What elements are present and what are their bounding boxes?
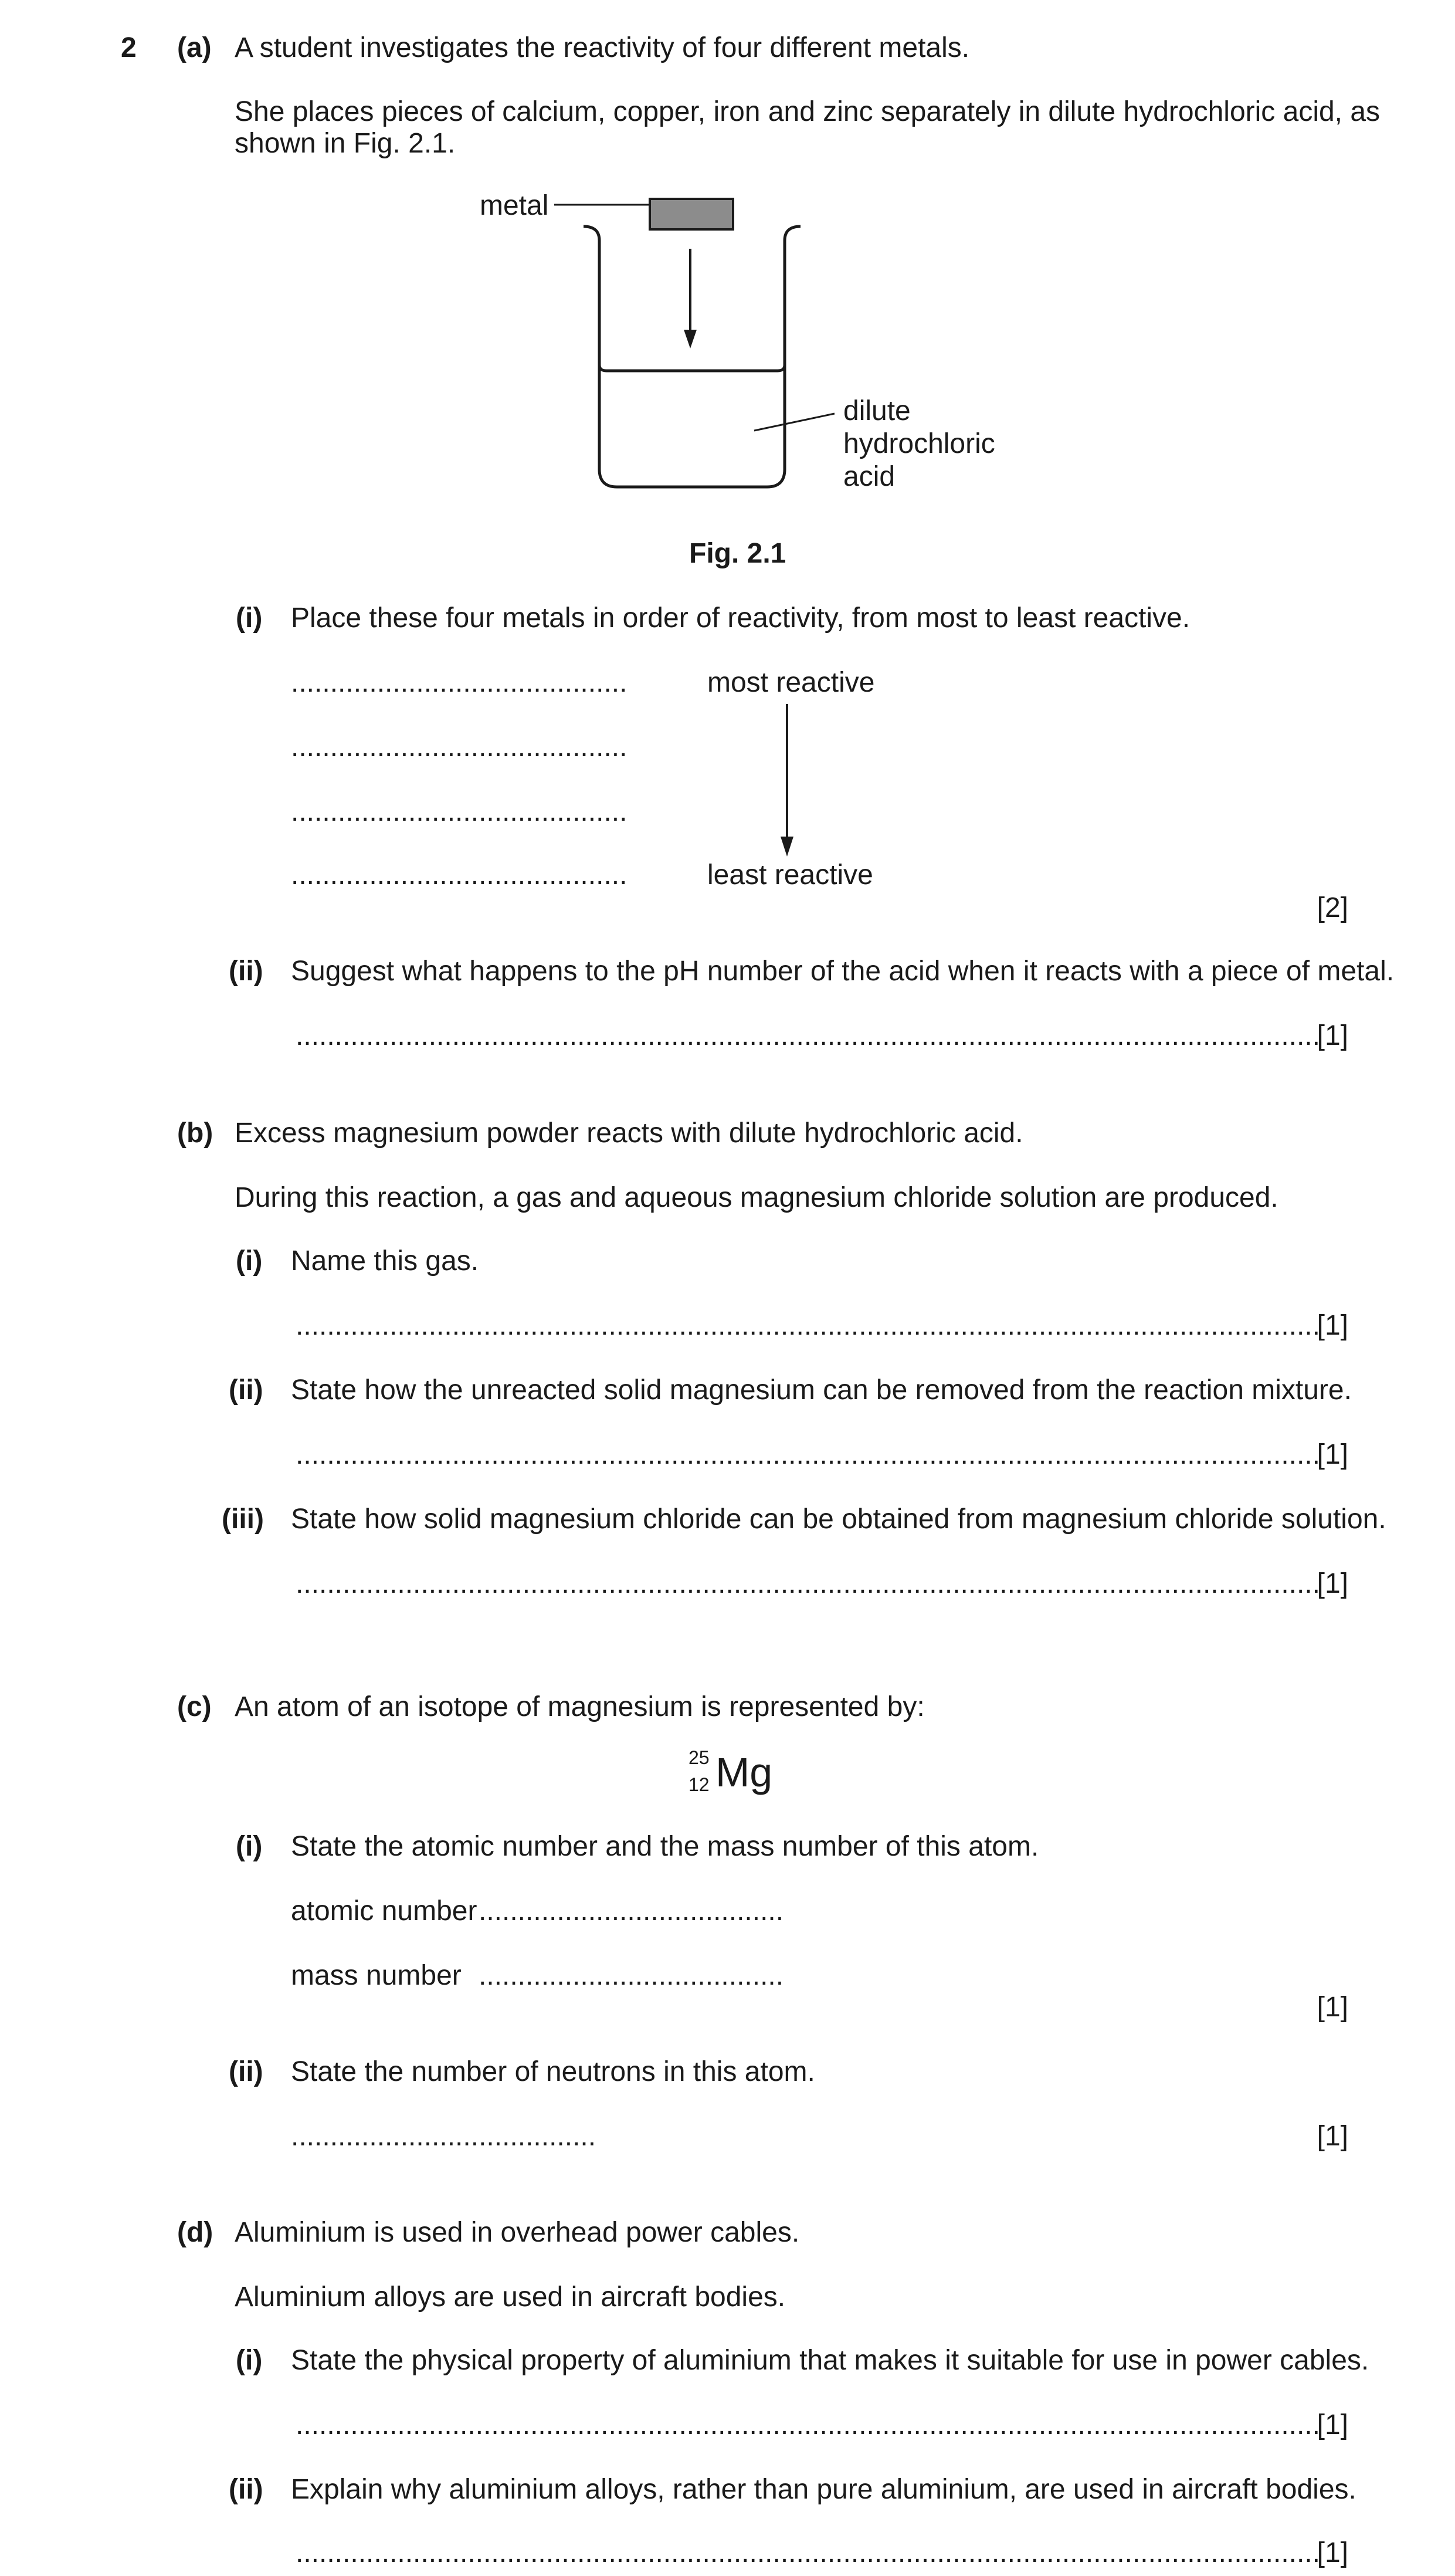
reactivity-answer-line-1[interactable]: ...........................................	[291, 667, 628, 698]
metal-piece	[650, 199, 733, 229]
metal-label: metal	[480, 190, 549, 221]
part-d-intro: Aluminium is used in overhead power cables.	[235, 2217, 800, 2248]
reactivity-answer-line-4[interactable]: ...........................................	[291, 859, 628, 891]
part-b-i-text: Name this gas.	[291, 1245, 479, 1277]
part-d-ii-marks: [1]	[1317, 2537, 1348, 2568]
acid-label-line2: hydrochloric	[843, 428, 995, 459]
part-d-ii-label: (ii)	[229, 2474, 263, 2505]
part-c-i-label: (i)	[236, 1831, 263, 1862]
part-b-ii-label: (ii)	[229, 1375, 263, 1406]
beaker	[584, 226, 801, 487]
question-number: 2	[121, 32, 137, 63]
part-d-ii-answer-line[interactable]: ...................................................................................................................................	[296, 2537, 1321, 2568]
part-a-ii-answer-line[interactable]: ...................................................................................................................................	[296, 1020, 1321, 1051]
reactivity-answer-line-2[interactable]: ...........................................	[291, 732, 628, 763]
acid-label-line1: dilute	[843, 395, 911, 426]
part-d-i-text: State the physical property of aluminium that makes it suitable for use in power cables.	[291, 2345, 1369, 2376]
part-c-ii-label: (ii)	[229, 2056, 263, 2087]
part-b-iii-answer-line[interactable]: ...................................................................................................................................	[296, 1568, 1321, 1599]
part-c-i-marks: [1]	[1317, 1992, 1348, 2023]
atomic-number-answer-line[interactable]: .......................................	[479, 1895, 784, 1927]
part-a-setup-line2: shown in Fig. 2.1.	[235, 128, 456, 159]
part-a-i-marks: [2]	[1317, 892, 1348, 923]
part-d-i-marks: [1]	[1317, 2409, 1348, 2440]
part-c-ii-text: State the number of neutrons in this atom.	[291, 2056, 815, 2087]
reactivity-arrow-head	[781, 837, 793, 857]
part-b-iii-label: (iii)	[222, 1504, 264, 1535]
part-d-i-answer-line[interactable]: ...................................................................................................................................	[296, 2409, 1321, 2440]
isotope-mass-number: 25	[689, 1747, 710, 1768]
part-c-ii-marks: [1]	[1317, 2121, 1348, 2152]
least-reactive-label: least reactive	[707, 859, 873, 891]
part-b-i-answer-line[interactable]: ...................................................................................................................................	[296, 1310, 1321, 1341]
atomic-number-label: atomic number	[291, 1895, 477, 1927]
isotope-atomic-number: 12	[689, 1774, 710, 1795]
part-b-i-marks: [1]	[1317, 1310, 1348, 1341]
part-a-i-label: (i)	[236, 602, 263, 634]
part-d-ii-text: Explain why aluminium alloys, rather than pure aluminium, are used in aircraft bodies.	[291, 2474, 1356, 2505]
part-a-i-text: Place these four metals in order of reactivity, from most to least reactive.	[291, 602, 1191, 634]
most-reactive-label: most reactive	[707, 667, 875, 698]
part-b-ii-marks: [1]	[1317, 1439, 1348, 1470]
drop-arrow-head	[684, 330, 697, 348]
part-b-ii-text: State how the unreacted solid magnesium can be removed from the reaction mixture.	[291, 1375, 1352, 1406]
part-c-i-text: State the atomic number and the mass number of this atom.	[291, 1831, 1039, 1862]
acid-leader-line	[754, 414, 835, 431]
part-a-ii-label: (ii)	[229, 956, 263, 987]
part-a-intro: A student investigates the reactivity of four different metals.	[235, 32, 970, 63]
part-c-intro: An atom of an isotope of magnesium is represented by:	[235, 1691, 925, 1722]
part-b-iii-marks: [1]	[1317, 1568, 1348, 1599]
mass-number-label: mass number	[291, 1960, 462, 1991]
figure-caption: Fig. 2.1	[689, 538, 786, 569]
part-c-label: (c)	[177, 1691, 212, 1722]
neutrons-answer-line[interactable]: .......................................	[291, 2121, 596, 2152]
part-b-iii-text: State how solid magnesium chloride can be obtained from magnesium chloride solution.	[291, 1504, 1386, 1535]
isotope-symbol: Mg	[715, 1749, 773, 1795]
part-a-ii-text: Suggest what happens to the pH number of the acid when it reacts with a piece of metal.	[291, 956, 1395, 987]
reactivity-answer-line-3[interactable]: ...........................................	[291, 796, 628, 827]
part-b-intro: Excess magnesium powder reacts with dilute hydrochloric acid.	[235, 1118, 1023, 1149]
part-b-ii-answer-line[interactable]: ...................................................................................................................................	[296, 1439, 1321, 1470]
part-d-intro2: Aluminium alloys are used in aircraft bodies.	[235, 2281, 786, 2313]
part-a-label: (a)	[177, 32, 212, 63]
part-b-label: (b)	[177, 1118, 213, 1149]
isotope-notation	[685, 1747, 779, 1800]
part-a-ii-marks: [1]	[1317, 1020, 1348, 1051]
acid-label-line3: acid	[843, 461, 896, 492]
part-a-setup-line1: She places pieces of calcium, copper, iron and zinc separately in dilute hydrochloric acid, as	[235, 96, 1381, 127]
acid-surface	[599, 365, 785, 371]
part-b-i-label: (i)	[236, 1245, 263, 1277]
part-d-label: (d)	[177, 2217, 213, 2248]
mass-number-answer-line[interactable]: .......................................	[479, 1960, 784, 1991]
part-d-i-label: (i)	[236, 2345, 263, 2376]
part-b-intro2: During this reaction, a gas and aqueous magnesium chloride solution are produced.	[235, 1182, 1278, 1213]
